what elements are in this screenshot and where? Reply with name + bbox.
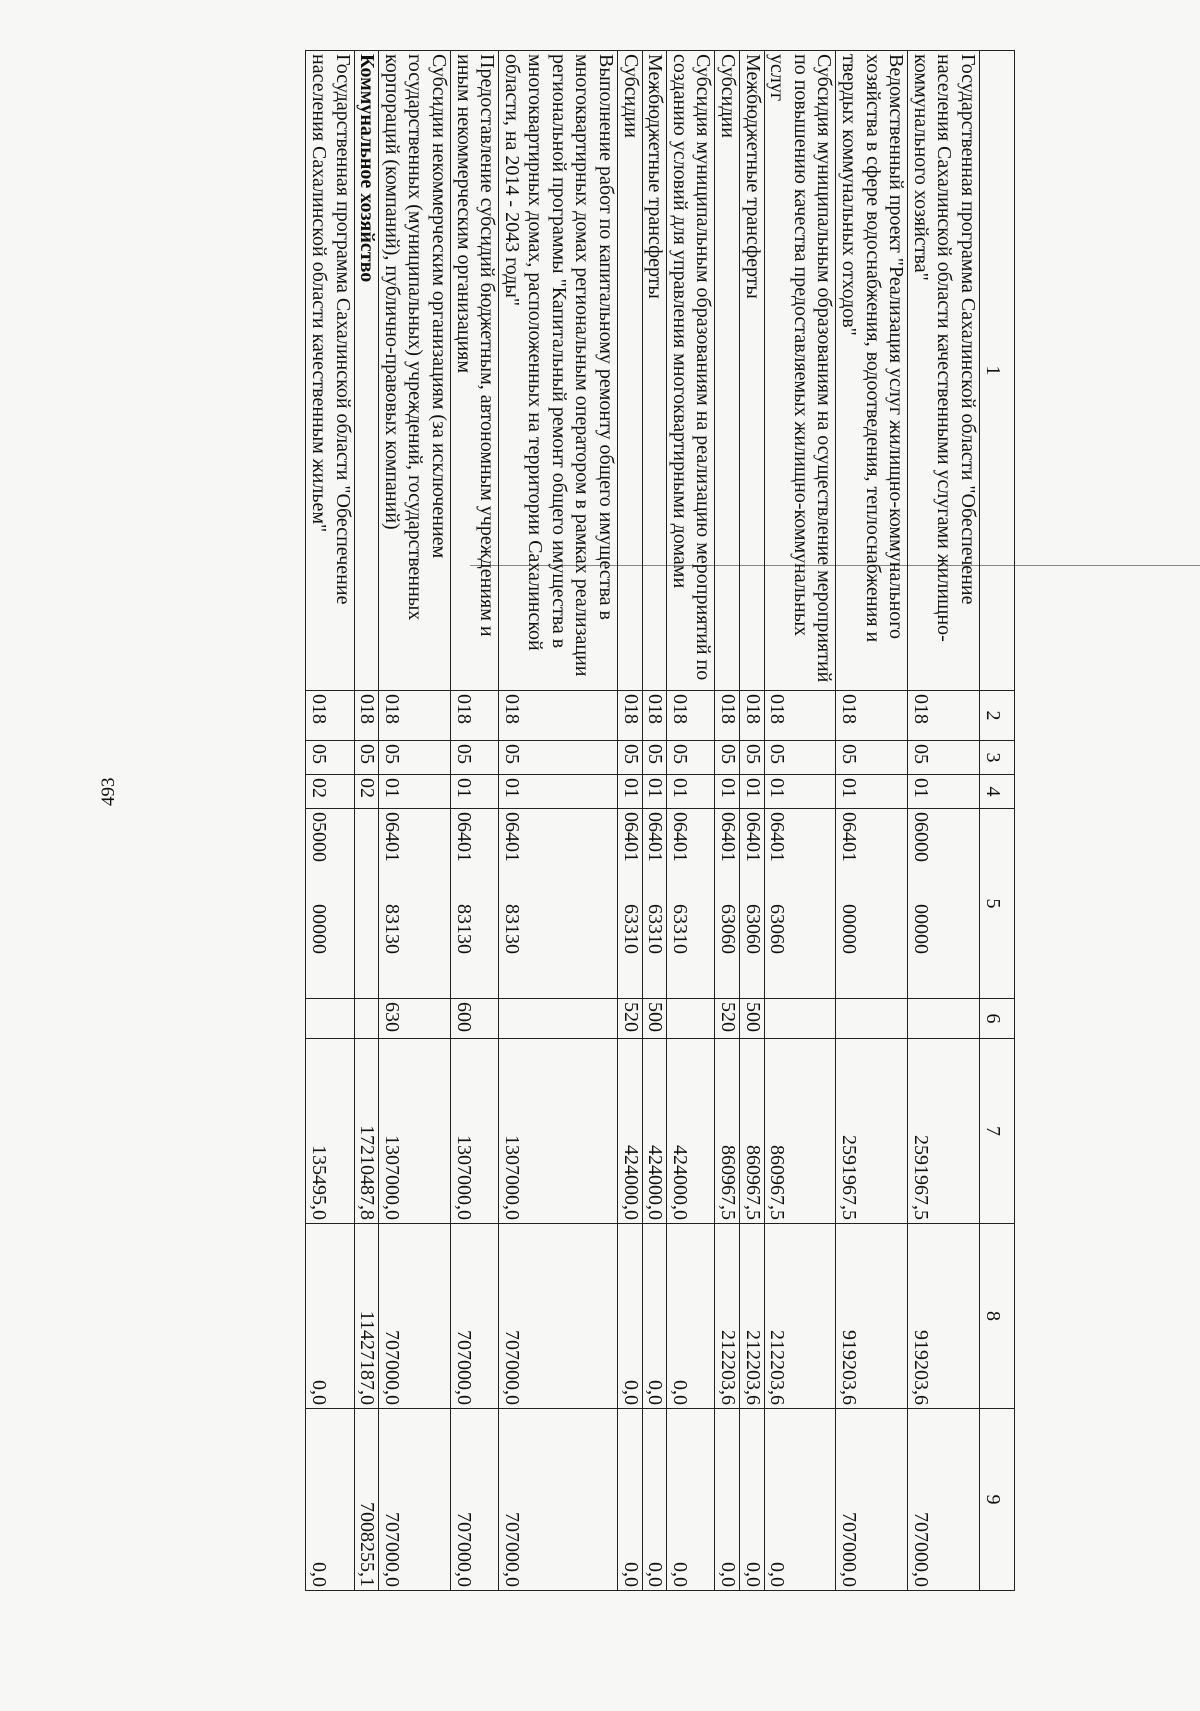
- row-subsection-code: 02: [306, 775, 354, 809]
- row-target-article-code: [715, 809, 740, 999]
- row-expense-type-code: [667, 999, 715, 1039]
- row-csr2-part: 00000: [307, 904, 330, 954]
- row-expense-type-code: [764, 999, 836, 1039]
- row-expense-type-code: [499, 999, 618, 1039]
- row-name: Субсидии некоммерческим организациям (за исключением государственных (муниципальных) учреждений, государственных корпораций (компаний), публично-правовых компаний): [379, 51, 451, 691]
- row-subsection-code: 01: [764, 775, 836, 809]
- row-subsection-code: 01: [715, 775, 740, 809]
- col-header-5: 5: [980, 809, 1015, 999]
- row-csr1-part: 06000: [909, 812, 932, 862]
- row-csr2-part: 83130: [500, 904, 523, 954]
- row-section-code: 05: [450, 741, 498, 775]
- col-header-6: 6: [980, 999, 1015, 1039]
- row-target-article-code: [667, 809, 715, 999]
- row-csr1-part: 06401: [766, 812, 789, 862]
- row-amount-col7: 860967,5: [740, 1039, 765, 1224]
- row-csr1-part: 06401: [619, 812, 642, 862]
- table-row: [764, 51, 836, 1591]
- col-header-2: 2: [980, 691, 1015, 741]
- row-csr1-part: 06401: [668, 812, 691, 862]
- row-subsection-code: 01: [379, 775, 451, 809]
- row-name: Межбюджетные трансферты: [642, 51, 667, 691]
- table-row: [306, 51, 354, 1591]
- row-grbs-code: 018: [836, 691, 908, 741]
- row-csr2-part: 63060: [741, 904, 764, 954]
- row-csr2-part: 00000: [909, 904, 932, 954]
- row-amount-col9: 0,0: [764, 1409, 836, 1591]
- row-amount-col8: 707000,0: [379, 1224, 451, 1409]
- row-subsection-code: 01: [499, 775, 618, 809]
- row-amount-col9: 707000,0: [836, 1409, 908, 1591]
- row-target-article-code: [379, 809, 451, 999]
- row-amount-col8: 0,0: [306, 1224, 354, 1409]
- row-grbs-code: 018: [379, 691, 451, 741]
- row-expense-type-code: 520: [715, 999, 740, 1039]
- row-subsection-code: 01: [618, 775, 643, 809]
- row-amount-col9: 707000,0: [450, 1409, 498, 1591]
- table-row: [618, 51, 643, 1591]
- row-csr1-part: 06401: [380, 812, 403, 862]
- row-name: Предоставление субсидий бюджетным, автономным учреждениям и иным некоммерческим организациям: [450, 51, 498, 691]
- row-target-article-code: [499, 809, 618, 999]
- row-section-code: 05: [499, 741, 618, 775]
- row-amount-col8: 707000,0: [499, 1224, 618, 1409]
- table-row: [354, 51, 379, 1591]
- row-grbs-code: 018: [715, 691, 740, 741]
- row-amount-col8: 11427187,0: [354, 1224, 379, 1409]
- col-header-9: 9: [980, 1409, 1015, 1591]
- row-grbs-code: 018: [450, 691, 498, 741]
- row-csr2-part: 83130: [452, 904, 475, 954]
- row-amount-col8: 212203,6: [764, 1224, 836, 1409]
- row-csr1-part: 06401: [741, 812, 764, 862]
- row-amount-col8: 919203,6: [836, 1224, 908, 1409]
- row-csr1-part: 06401: [717, 812, 740, 862]
- row-name: Ведомственный проект "Реализация услуг жилищно-коммунального хозяйства в сфере водоснабжения, водоотведения, теплоснабжения и твердых коммунальных отходов": [836, 51, 908, 691]
- page-number: 493: [98, 777, 119, 806]
- table-row: [836, 51, 908, 1591]
- row-csr2-part: 00000: [838, 904, 861, 954]
- row-amount-col9: 707000,0: [499, 1409, 618, 1591]
- row-subsection-code: 01: [667, 775, 715, 809]
- row-csr2-part: 63310: [619, 904, 642, 954]
- row-amount-col9: 0,0: [642, 1409, 667, 1591]
- col-header-7: 7: [980, 1039, 1015, 1224]
- table-row: [642, 51, 667, 1591]
- row-section-code: 05: [740, 741, 765, 775]
- table-row: [379, 51, 451, 1591]
- row-target-article-code: [450, 809, 498, 999]
- row-target-article-code: [908, 809, 980, 999]
- row-name: Субсидия муниципальным образованиям на реализацию мероприятий по созданию условий для управления многоквартирными домами: [667, 51, 715, 691]
- row-amount-col9: 0,0: [618, 1409, 643, 1591]
- rotated-page-content: [130, 50, 1015, 1590]
- row-amount-col7: 2591967,5: [836, 1039, 908, 1224]
- row-section-code: 05: [354, 741, 379, 775]
- row-subsection-code: 02: [354, 775, 379, 809]
- row-amount-col9: 0,0: [667, 1409, 715, 1591]
- row-grbs-code: 018: [306, 691, 354, 741]
- table-row: [450, 51, 498, 1591]
- row-amount-col9: 0,0: [715, 1409, 740, 1591]
- row-name: Государственная программа Сахалинской области "Обеспечение населения Сахалинской области качественными услугами жилищно-коммунального хозяйства": [908, 51, 980, 691]
- row-target-article-code: [836, 809, 908, 999]
- row-name: Субсидия муниципальным образованиям на осуществление мероприятий по повышению качества предоставляемых жилищно-коммунальных услуг: [764, 51, 836, 691]
- budget-table: [305, 50, 1015, 1591]
- row-amount-col7: 424000,0: [642, 1039, 667, 1224]
- table-row: [499, 51, 618, 1591]
- row-amount-col8: 212203,6: [740, 1224, 765, 1409]
- row-expense-type-code: [354, 999, 379, 1039]
- row-csr2-part: 83130: [380, 904, 403, 954]
- row-subsection-code: 01: [642, 775, 667, 809]
- table-row: [908, 51, 980, 1591]
- row-section-code: 05: [715, 741, 740, 775]
- row-amount-col7: 1307000,0: [450, 1039, 498, 1224]
- row-csr2-part: 63310: [668, 904, 691, 954]
- table-row: [667, 51, 715, 1591]
- row-expense-type-code: [836, 999, 908, 1039]
- row-amount-col8: 0,0: [667, 1224, 715, 1409]
- row-amount-col9: 7008255,1: [354, 1409, 379, 1591]
- row-section-code: 05: [667, 741, 715, 775]
- row-amount-col8: 919203,6: [908, 1224, 980, 1409]
- row-csr1-part: 06401: [644, 812, 667, 862]
- row-amount-col9: 707000,0: [379, 1409, 451, 1591]
- row-amount-col7: 1307000,0: [379, 1039, 451, 1224]
- row-csr1-part: 05000: [307, 812, 330, 862]
- row-target-article-code: [618, 809, 643, 999]
- row-amount-col7: 424000,0: [618, 1039, 643, 1224]
- row-expense-type-code: 630: [379, 999, 451, 1039]
- header-row: [980, 51, 1015, 1591]
- col-header-1: 1: [980, 51, 1015, 691]
- table-row: [715, 51, 740, 1591]
- row-expense-type-code: 600: [450, 999, 498, 1039]
- row-section-code: 05: [618, 741, 643, 775]
- row-name: Межбюджетные трансферты: [740, 51, 765, 691]
- row-expense-type-code: 500: [740, 999, 765, 1039]
- row-amount-col7: 2591967,5: [908, 1039, 980, 1224]
- row-section-code: 05: [642, 741, 667, 775]
- row-grbs-code: 018: [642, 691, 667, 741]
- row-target-article-code: [764, 809, 836, 999]
- row-csr1-part: 06401: [452, 812, 475, 862]
- row-target-article-code: [306, 809, 354, 999]
- row-grbs-code: 018: [764, 691, 836, 741]
- col-header-8: 8: [980, 1224, 1015, 1409]
- row-amount-col8: 212203,6: [715, 1224, 740, 1409]
- row-csr1-part: 06401: [500, 812, 523, 862]
- row-csr2-part: 63060: [717, 904, 740, 954]
- row-section-code: 05: [764, 741, 836, 775]
- row-amount-col7: 1307000,0: [499, 1039, 618, 1224]
- row-expense-type-code: 500: [642, 999, 667, 1039]
- row-target-article-code: [740, 809, 765, 999]
- row-expense-type-code: [908, 999, 980, 1039]
- col-header-4: 4: [980, 775, 1015, 809]
- row-subsection-code: 01: [836, 775, 908, 809]
- row-name: Выполнение работ по капитальному ремонту общего имущества в многоквартирных домах региональным оператором в рамках реализации региональной программы "Капитальный ремонт общего имущества в многоквартирных домах, расположенных на территории Сахалинской области, на 2014 - 2043 годы": [499, 51, 618, 691]
- row-amount-col8: 0,0: [618, 1224, 643, 1409]
- row-csr2-part: 63310: [644, 904, 667, 954]
- row-amount-col7: 860967,5: [715, 1039, 740, 1224]
- row-amount-col9: 0,0: [740, 1409, 765, 1591]
- row-subsection-code: 01: [908, 775, 980, 809]
- row-grbs-code: 018: [740, 691, 765, 741]
- row-grbs-code: 018: [908, 691, 980, 741]
- row-target-article-code: [642, 809, 667, 999]
- col-header-3: 3: [980, 741, 1015, 775]
- row-grbs-code: 018: [499, 691, 618, 741]
- row-csr1-part: 06401: [838, 812, 861, 862]
- row-amount-col7: 17210487,8: [354, 1039, 379, 1224]
- row-expense-type-code: [306, 999, 354, 1039]
- row-csr2-part: 63060: [766, 904, 789, 954]
- row-section-code: 05: [306, 741, 354, 775]
- row-name: Субсидии: [715, 51, 740, 691]
- row-amount-col7: 860967,5: [764, 1039, 836, 1224]
- row-name: Субсидии: [618, 51, 643, 691]
- row-amount-col8: 707000,0: [450, 1224, 498, 1409]
- row-name: Коммунальное хозяйство: [354, 51, 379, 691]
- row-target-article-code: [354, 809, 379, 999]
- table-row: [740, 51, 765, 1591]
- row-subsection-code: 01: [450, 775, 498, 809]
- row-grbs-code: 018: [667, 691, 715, 741]
- row-subsection-code: 01: [740, 775, 765, 809]
- row-grbs-code: 018: [354, 691, 379, 741]
- row-section-code: 05: [908, 741, 980, 775]
- row-grbs-code: 018: [618, 691, 643, 741]
- row-section-code: 05: [379, 741, 451, 775]
- row-amount-col7: 135495,0: [306, 1039, 354, 1224]
- row-amount-col8: 0,0: [642, 1224, 667, 1409]
- row-amount-col9: 707000,0: [908, 1409, 980, 1591]
- row-name: Государственная программа Сахалинской области "Обеспечение населения Сахалинской области качественным жильем": [306, 51, 354, 691]
- row-section-code: 05: [836, 741, 908, 775]
- row-amount-col7: 424000,0: [667, 1039, 715, 1224]
- row-amount-col9: 0,0: [306, 1409, 354, 1591]
- row-expense-type-code: 520: [618, 999, 643, 1039]
